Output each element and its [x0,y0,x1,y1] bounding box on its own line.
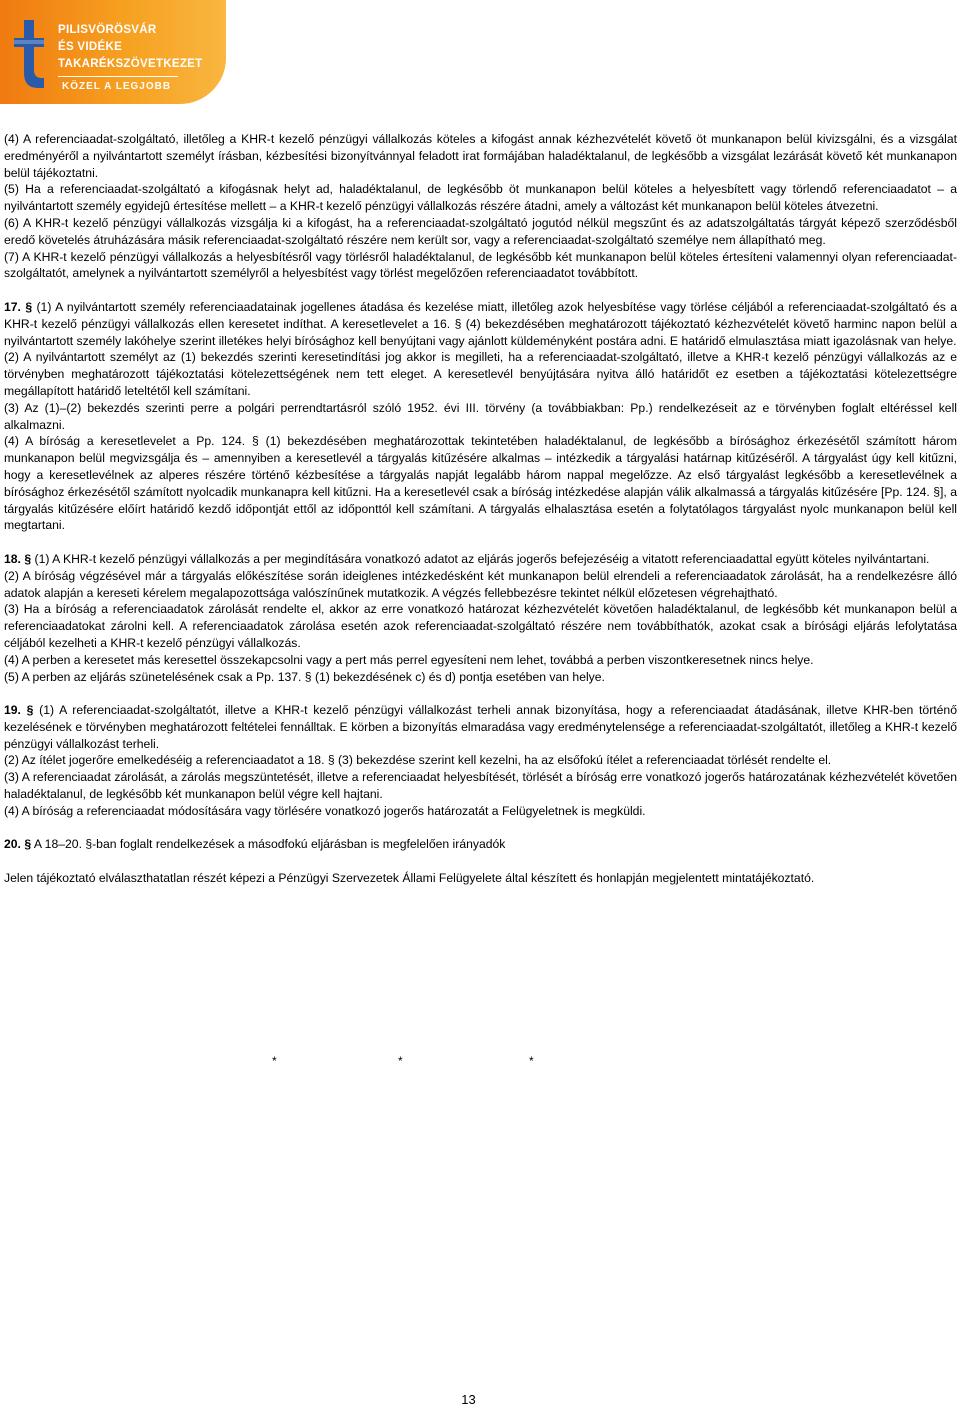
paragraph [4,181,957,215]
section-symbol: § [24,837,32,852]
logo-name-line3: TAKARÉKSZÖVETKEZET [58,58,203,70]
paragraph-text: (1) A KHR-t kezelő pénzügyi vállalkozás a per megindítására vonatkozó adatot az eljárás jogerős befejezéséig a vitatott referenciaadattal együtt köteles nyilvántartani. [34,551,930,566]
logo [0,0,226,104]
paragraph-text: (2) A nyilvántartott személyt az (1) bekezdés szerinti keresetindítási jog akkor is megilleti, ha a referenciaadat-szolgáltató, illetve a KHR-t kezelő pénzügyi vállalkozás az e törvényben meghatározott tájékoztatási kötelezettségének nem tett eleget. A keresetlevél benyújtására nyitva álló határidőt ez esetben a tájékoztatási kötelezettségre megállapított határidő leteltétől kell számítani. [4,350,957,398]
section-symbol: § [25,299,33,314]
logo-slogan: KÖZEL A LEGJOBB [62,81,172,92]
paragraph [4,652,957,669]
paragraph [4,769,957,803]
paragraph-text: A 18–20. §-ban foglalt rendelkezések a másodfokú eljárásban is megfelelően irányadók [33,837,506,852]
separator-star: * [529,1054,534,1068]
logo-t-icon [10,18,46,90]
paragraph [4,803,957,820]
document-body [4,131,957,887]
paragraph-text: (6) A KHR-t kezelő pénzügyi vállalkozás vizsgálja ki a kifogást, ha a referenciaadat-szolgáltató jogutód nélkül megszűnt és az adatszolgáltatás tárgyát képező szerződésből eredő követelés átruházására másik referenciaadat-szolgáltató részére nem került sor, vagy a referenciaadat-szolgáltató személye nem állapítható meg. [4,215,957,247]
paragraph [4,568,957,602]
paragraph [4,702,957,752]
paragraph-text: (2) Az ítélet jogerőre emelkedéséig a referenciaadatot a 18. § (3) bekezdése szerint kell kezelni, ha az elsőfokú ítélet a referenciaadat törlését rendelte el. [4,753,832,768]
paragraph-text: (5) A perben az eljárás szünetelésének csak a Pp. 137. § (1) bekezdésének c) és d) pontja esetében van helye. [4,669,605,684]
paragraph-text: (3) A referenciaadat zárolását, a zárolás megszüntetését, illetve a referenciaadat helyesbítését, törlését a bíróság erre vonatkozó jogerős határozatának kézhezvételét követően haladéktalanul, de legkésőbb két munkanapon belül végre kell hajtani. [4,770,957,802]
paragraph-text: (4) A bíróság a keresetlevelet a Pp. 124. § (1) bekezdésében meghatározottak tekintetében haladéktalanul, de legkésőbb a bírósághoz érkezésétől számított három munkanapon belül megvizsgálja és – amennyiben a keresetlevél a tárgyalás kitűzésére alkalmas – intézkedik a tárgyalási határnap kitűzéséről. A tárgyalást úgy kell kitűzni, hogy a keresetlevélnek az alperes részére történő kézbesítése a tárgyalás napját legalább három nappal megelőzze. Az első tárgyalást legkésőbb a keresetlevélnek a bírósághoz érkezésétől számított nyolcadik munkanapra kell kitűzni. Ha a keresetlevél csak a bíróság intézkedése alapján válik alkalmassá a tárgyalás kitűzésére [Pp. 124. §], a tárgyalás kitűzésére előírt határidő kezdő időpontját ettől az időponttól kell számítani. A tárgyalás elhalasztása esetén a folytatólagos tárgyalást nyolc munkanapon belül kell megtartani. [4,434,957,533]
section-symbol: § [24,551,32,566]
paragraph-text: (4) A perben a keresetet más keresettel összekapcsolni vagy a pert más perrel egyesíteni nem lehet, továbbá a perben viszontkeresetnek nincs helye. [4,652,814,667]
paragraph-text: Jelen tájékoztató elválaszthatatlan részét képezi a Pénzügyi Szervezetek Állami Felügyelete által készített és honlapján megjelentett mintatájékoztató. [4,871,815,886]
paragraph-text: (5) Ha a referenciaadat-szolgáltató a kifogásnak helyt ad, haladéktalanul, de legkésőbb öt munkanapon belül köteles a helyesbített vagy törlendő referenciaadatot – a nyilvántartott személy egyidejû értesítése mellett – a KHR-t kezelő pénzügyi vállalkozás részére átadni, amely a változást két munkanapon belül köteles átvezetni. [4,182,957,214]
paragraph [4,349,957,399]
paragraph-text: (4) A bíróság a referenciaadat módosítására vagy törlésére vonatkozó jogerős határozatát a Felügyeletnek is megküldi. [4,803,646,818]
paragraph [4,752,957,769]
paragraph [4,551,957,568]
paragraph [4,433,957,534]
paragraph-text: (7) A KHR-t kezelő pénzügyi vállalkozás a helyesbítésről vagy törlésről haladéktalanul, de legkésőbb két munkanapon belül köteles értesíteni valamennyi olyan referenciaadat-szolgáltatót, amelynek a nyilvántartott személyről a helyesbítést vagy törlést megelőzően referenciaadatot továbbított. [4,249,957,281]
separator-star: * [398,1054,403,1068]
paragraph-text: (3) Ha a bíróság a referenciaadatok zárolását rendelte el, akkor az erre vonatkozó határozat kézhezvételét követően haladéktalanul, de legkésőbb két munkanapon belül a referenciaadatokat zárolni kell. A referenciaadatok zárolása esetén azok referenciaadat-szolgáltató részére nem továbbíthatók, azokat csak a bírósági eljárás lefolytatása céljából kezelheti a KHR-t kezelő pénzügyi vállalkozás. [4,602,957,650]
paragraph-text: (4) A referenciaadat-szolgáltató, illetőleg a KHR-t kezelő pénzügyi vállalkozás köteles a kifogást annak kézhezvételét követő öt munkanapon belül kivizsgálni, és a vizsgálat eredményéről a nyilvántartott személyt írásban, kézbesítési bizonyítvánnyal feladott irat formájában haladéktalanul, de legkésőbb a vizsgálat lezárását követő két munkanapon belül tájékoztatni. [4,132,957,180]
paragraph [4,870,957,887]
section-number: 17. [4,299,21,314]
logo-divider [58,76,178,77]
paragraph [4,131,957,181]
paragraph [4,601,957,651]
section-separator [0,1054,960,1070]
logo-name-line1: PILISVÖRÖSVÁR [58,24,157,36]
logo-name-line2: ÉS VIDÉKE [58,41,123,53]
paragraph-text: (3) Az (1)–(2) bekezdés szerinti perre a polgári perrendtartásról szóló 1952. évi III. törvény (a továbbiakban: Pp.) rendelkezéseit az e törvényben foglalt eltéréssel kell alkalmazni. [4,400,957,432]
section-number: 20. [4,837,21,852]
separator-star: * [272,1054,277,1068]
paragraph [4,249,957,283]
section-number: 18. [4,551,21,566]
section-symbol: § [26,703,34,718]
paragraph [4,836,957,853]
page-number: 13 [461,1392,476,1407]
paragraph [4,400,957,434]
section-number: 19. [4,703,21,718]
paragraph-text: (1) A nyilvántartott személy referenciaadatainak jogellenes átadása és kezelése miatt, illetőleg azok helyesbítése vagy törlése céljából a referenciaadat-szolgáltató és a KHR-t kezelő pénzügyi vállalkozás ellen keresetet indíthat. A keresetlevelet a 16. § (4) bekezdésében meghatározott tájékoztató kézhezvételét követő harminc napon belül a nyilvántartott személy lakóhelye szerint illetékes helyi bírósághoz kell benyújtani vagy ajánlott küldeményként postára adni. E határidő elmulasztása miatt igazolásnak van helye. [4,299,957,348]
paragraph [4,669,957,686]
paragraph-text: (1) A referenciaadat-szolgáltatót, illetve a KHR-t kezelő pénzügyi vállalkozást terheli annak bizonyítása, hogy a referenciaadat átadásának, illetve KHR-ben történő kezelésének e törvényben meghatározott feltételei fennálltak. E körben a bizonyítás elmaradása vagy eredménytelensége a referenciaadat-szolgáltatót, illetőleg a KHR-t kezelő pénzügyi vállalkozást terheli. [4,703,957,751]
paragraph [4,299,957,349]
paragraph-text: (2) A bíróság végzésével már a tárgyalás előkészítése során ideiglenes intézkedésként két munkanapon belül elrendeli a referenciaadatok zárolását, ha a rendelkezésre álló adatok alapján a kereseti kérelem megalapozottsága valószínűnek mutatkozik. A végzés fellebbezésre tekintet nélkül előzetesen végrehajtható. [4,568,957,600]
paragraph [4,215,957,249]
